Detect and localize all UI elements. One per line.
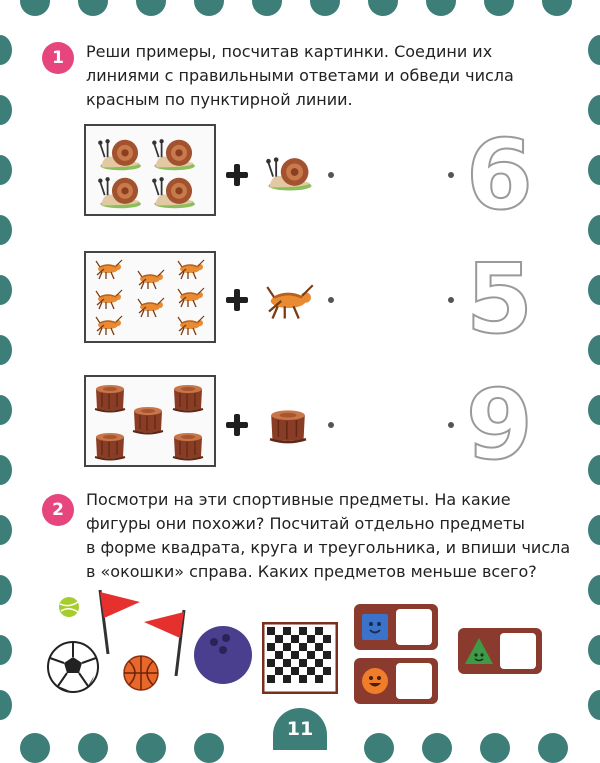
grasshopper-icon [138,270,164,289]
circle-answer-card [354,658,438,704]
task-2-line-4: в «окошки» справа. Каких предметов меньше всего? [86,562,537,581]
triangle-count-window[interactable] [500,633,536,669]
circle-count-window[interactable] [396,663,432,699]
tracing-number-9[interactable]: 9 [466,369,533,481]
snail-icon [262,152,318,192]
basketball-icon [122,654,160,692]
stump-icon [95,385,125,412]
tennis-ball-icon [58,596,80,618]
grasshopper-icon [178,288,204,307]
snail-icon [98,139,141,170]
task-1-badge: 1 [42,42,74,74]
task-1-instructions [86,40,514,112]
grasshoppers-group-box [84,251,216,343]
stump-icon [95,433,125,460]
snail-icon [152,139,195,170]
plus-icon [226,414,248,436]
soccer-ball-icon [46,640,100,694]
task-1-line-3: красным по пунктирной линии. [86,90,353,109]
square-face-icon [360,612,390,642]
snails-group-box [84,124,216,216]
left-border-dots [0,0,12,750]
connect-dot-right[interactable] [448,422,454,428]
grasshopper-icon [96,290,122,309]
connect-dot-right[interactable] [448,172,454,178]
task-1-line-1: Реши примеры, посчитав картинки. Соедини их [86,42,493,61]
square-count-window[interactable] [396,609,432,645]
page-number: 11 [273,708,327,750]
grasshopper-icon [96,316,122,335]
snail-icon [152,177,195,208]
bowling-ball-icon [192,624,254,686]
triangle-answer-card [458,628,542,674]
connect-dot-left[interactable] [328,172,334,178]
task-1-line-2: линиями с правильными ответами и обведи числа [86,66,514,85]
grasshopper-icon [178,316,204,335]
circle-face-icon [360,666,390,696]
grasshopper-icon [262,280,318,322]
task-2-instructions [86,488,570,584]
flag-icon [94,588,144,656]
task-2-line-3: в форме квадрата, круга и треугольника, и впиши числа [86,538,571,557]
right-border-dots [588,0,600,750]
snail-icon [98,177,141,208]
stump-icon [133,407,163,434]
task-2-line-2: фигуры они похожи? Посчитай отдельно предметы [86,514,525,533]
connect-dot-left[interactable] [328,422,334,428]
grasshopper-icon [178,260,204,279]
stump-icon [268,408,308,444]
stumps-group-box [84,375,216,467]
chessboard-icon [262,622,338,694]
tracing-number-6[interactable]: 6 [466,119,533,231]
task-2-line-1: Посмотри на эти спортивные предметы. На какие [86,490,511,509]
stump-icon [173,433,203,460]
triangle-face-icon [464,636,494,666]
connect-dot-right[interactable] [448,297,454,303]
connect-dot-left[interactable] [328,297,334,303]
top-border-dots [0,0,600,16]
square-answer-card [354,604,438,650]
stump-icon [173,385,203,412]
grasshopper-icon [96,260,122,279]
tracing-number-5[interactable]: 5 [466,243,533,355]
plus-icon [226,289,248,311]
grasshopper-icon [138,298,164,317]
plus-icon [226,164,248,186]
task-2-badge: 2 [42,494,74,526]
